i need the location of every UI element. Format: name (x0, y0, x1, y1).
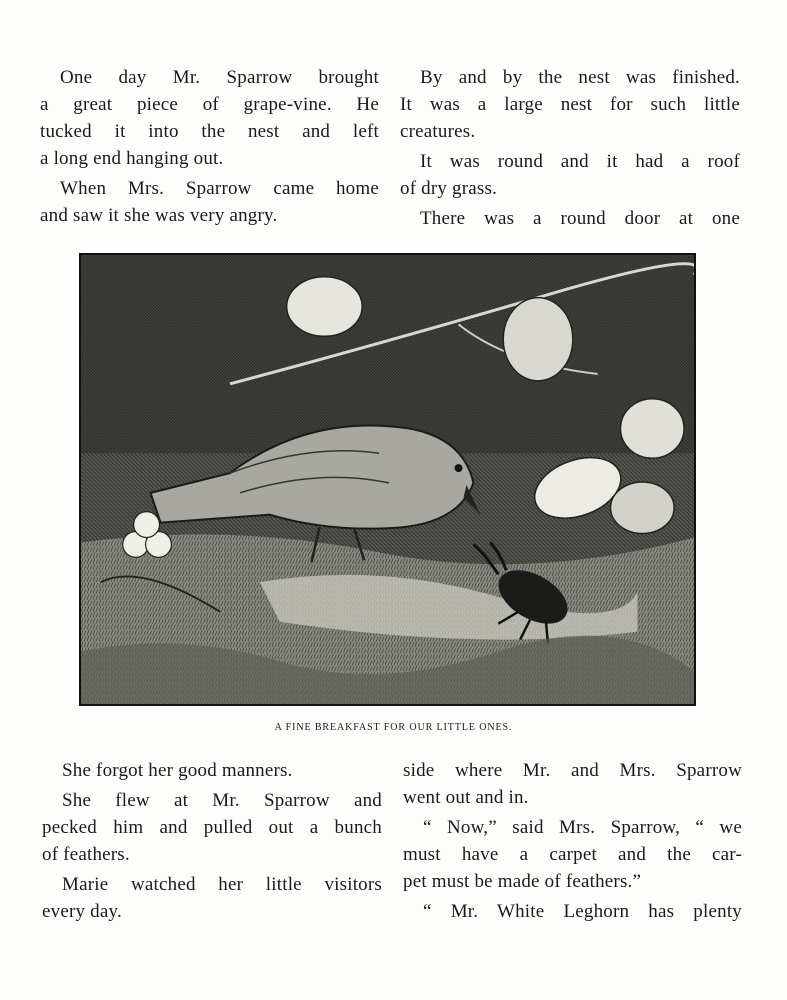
paragraph (400, 64, 740, 145)
text-line: went out and in. (403, 787, 529, 808)
text-line: a long end hanging out. (40, 148, 224, 169)
text-line: One day Mr. Sparrow brought (60, 67, 379, 88)
paragraph (42, 757, 382, 784)
text-line: It was round and it had a roof (420, 151, 740, 172)
paragraph (403, 898, 742, 925)
text-line: and saw it she was very angry. (40, 205, 278, 226)
paragraph (40, 64, 379, 172)
text-line: By and by the nest was finished. (420, 67, 740, 88)
text-line: must have a carpet and the car- (403, 844, 742, 865)
text-line: It was a large nest for such little (400, 94, 740, 115)
text-line: She forgot her good manners. (62, 760, 293, 781)
engraving-illustration (79, 253, 696, 706)
text-column-bottom-right (403, 757, 742, 925)
text-line: of dry grass. (400, 178, 498, 199)
paragraph (42, 787, 382, 868)
text-line: When Mrs. Sparrow came home (60, 178, 379, 199)
paragraph (400, 148, 740, 202)
text-line: every day. (42, 901, 122, 922)
text-line: a great piece of grape-vine. He (40, 94, 379, 115)
paragraph (42, 871, 382, 925)
sparrow-and-beetle-engraving (81, 255, 694, 704)
text-line: Marie watched her little visitors (62, 874, 382, 895)
text-line: tucked it into the nest and left (40, 121, 379, 142)
paragraph (403, 814, 742, 895)
text-line: pet must be made of feathers.” (403, 871, 642, 892)
text-line: There was a round door at one (420, 208, 740, 229)
text-line: “ Mr. White Leghorn has plenty (423, 901, 742, 922)
figure-caption: A FINE BREAKFAST FOR OUR LITTLE ONES. (274, 722, 513, 733)
text-column-top-right (400, 64, 740, 232)
text-line: She flew at Mr. Sparrow and (62, 790, 382, 811)
paragraph (403, 757, 742, 811)
text-line: creatures. (400, 121, 476, 142)
paragraph (400, 205, 740, 232)
text-line: pecked him and pulled out a bunch (42, 817, 382, 838)
text-column-top-left (40, 64, 379, 229)
text-line: side where Mr. and Mrs. Sparrow (403, 760, 742, 781)
text-line: “ Now,” said Mrs. Sparrow, “ we (423, 817, 742, 838)
paragraph (40, 175, 379, 229)
text-column-bottom-left (42, 757, 382, 925)
text-line: of feathers. (42, 844, 130, 865)
